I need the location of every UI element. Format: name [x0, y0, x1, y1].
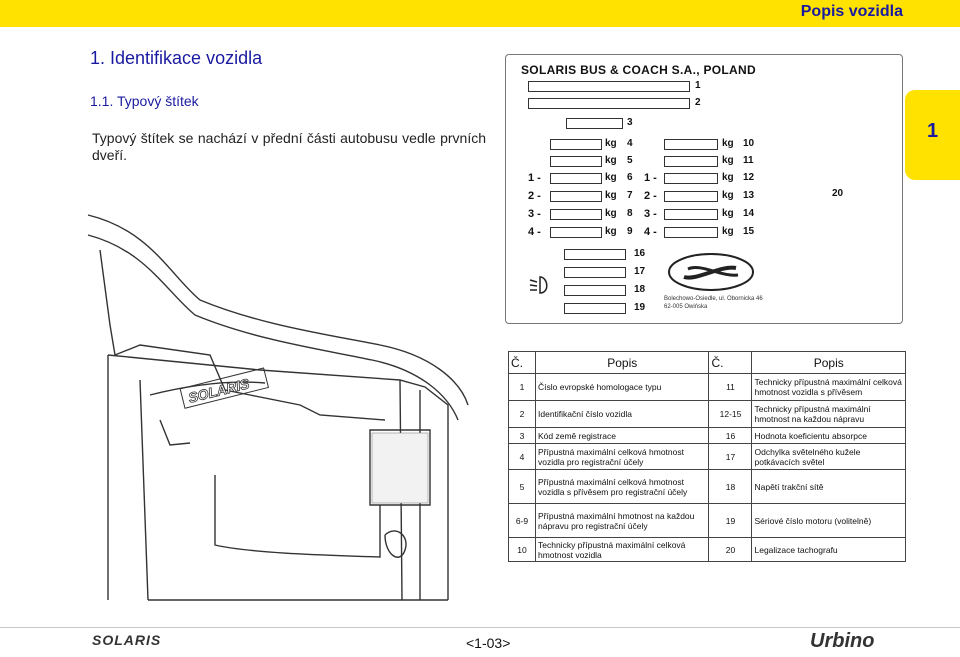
plate-field-1	[528, 81, 690, 92]
plate-field-5	[550, 156, 602, 167]
axle-prefix: 2 -	[528, 190, 541, 202]
section-heading: 1. Identifikace vozidla	[90, 48, 263, 68]
row-number: 6-9	[509, 504, 536, 538]
page-number: <1-03>	[466, 635, 511, 651]
row-description: Přípustná maximální celková hmotnost vozidla pro registrační účely	[536, 444, 709, 470]
table-row	[509, 374, 906, 401]
plate-number-8: 8	[627, 208, 633, 219]
plate-field-11	[664, 156, 718, 167]
company-logo-icon	[666, 251, 756, 293]
plate-title: SOLARIS BUS & COACH S.A., POLAND	[521, 63, 756, 77]
plate-number-13: 13	[743, 190, 755, 201]
plate-number-17: 17	[634, 266, 646, 277]
unit-label: kg	[605, 226, 617, 237]
axle-prefix: 3 -	[528, 208, 541, 220]
plate-number-10: 10	[743, 138, 755, 149]
plate-number-3: 3	[627, 117, 633, 128]
row-number: 11	[709, 374, 752, 401]
plate-number-15: 15	[743, 226, 755, 237]
plate-number-5: 5	[627, 155, 633, 166]
type-plate	[505, 54, 903, 324]
header-number-2: Č.	[709, 352, 752, 374]
plate-callout-20: 20	[832, 188, 844, 199]
row-description: Legalizace tachografu	[752, 538, 906, 562]
axle-prefix: 1 -	[644, 172, 657, 184]
plate-number-18: 18	[634, 284, 646, 295]
bus-logo	[180, 368, 268, 408]
axle-prefix: 2 -	[644, 190, 657, 202]
svg-text:SOLARIS: SOLARIS	[186, 375, 251, 406]
row-number: 19	[709, 504, 752, 538]
plate-field-16	[564, 249, 626, 260]
header-number-1: Č.	[509, 352, 536, 374]
plate-field-3	[566, 118, 623, 129]
unit-label: kg	[605, 138, 617, 149]
header-description-1: Popis	[536, 352, 709, 374]
plate-field-9	[550, 227, 602, 238]
unit-label: kg	[605, 172, 617, 183]
unit-label: kg	[722, 172, 734, 183]
row-description: Technicky přípustná maximální celková hmotnost vozidla	[536, 538, 709, 562]
table-header	[509, 352, 906, 374]
unit-label: kg	[722, 155, 734, 166]
row-number: 16	[709, 428, 752, 444]
plate-field-2	[528, 98, 690, 109]
plate-field-15	[664, 227, 718, 238]
plate-number-4: 4	[627, 138, 633, 149]
section-subheading: 1.1. Typový štítek	[90, 93, 199, 109]
row-number: 17	[709, 444, 752, 470]
table-row	[509, 538, 906, 562]
table-row	[509, 444, 906, 470]
row-description: Technicky přípustná maximální hmotnost na každou nápravu	[752, 401, 906, 428]
row-description: Hodnota koeficientu absorpce	[752, 428, 906, 444]
plate-field-14	[664, 209, 718, 220]
header-bar	[0, 0, 960, 27]
plate-field-19	[564, 303, 626, 314]
row-description: Přípustná maximální celková hmotnost vozidla s přívěsem pro registrační účely	[536, 470, 709, 504]
row-description: Identifikační číslo vozidla	[536, 401, 709, 428]
header-description-2: Popis	[752, 352, 906, 374]
row-description: Sériové číslo motoru (volitelně)	[752, 504, 906, 538]
row-number: 20	[709, 538, 752, 562]
plate-number-19: 19	[634, 302, 646, 313]
plate-number-9: 9	[627, 226, 633, 237]
plate-field-7	[550, 191, 602, 202]
footer-brand-logo: SOLARIS	[92, 632, 162, 648]
intro-text: Typový štítek se nachází v přední části autobusu vedle prvních dveří.	[92, 130, 486, 163]
bus-front-illustration	[0, 205, 500, 605]
header-title: Popis vozidla	[800, 3, 903, 20]
plate-field-10	[664, 139, 718, 150]
unit-label: kg	[605, 155, 617, 166]
row-description: Technicky přípustná maximální celková hmotnost vozidla s přívěsem	[752, 374, 906, 401]
plate-number-12: 12	[743, 172, 755, 183]
plate-field-4	[550, 139, 602, 150]
plate-field-17	[564, 267, 626, 278]
axle-prefix: 3 -	[644, 208, 657, 220]
plate-field-12	[664, 173, 718, 184]
chapter-tab	[905, 90, 960, 180]
axle-prefix: 4 -	[644, 226, 657, 238]
row-description: Odchylka světelného kužele potkávacích světel	[752, 444, 906, 470]
plate-number-14: 14	[743, 208, 755, 219]
plate-field-18	[564, 285, 626, 296]
headlight-icon	[528, 275, 552, 295]
unit-label: kg	[722, 208, 734, 219]
plate-field-8	[550, 209, 602, 220]
row-description: Číslo evropské homologace typu	[536, 374, 709, 401]
row-description: Kód země registrace	[536, 428, 709, 444]
unit-label: kg	[605, 208, 617, 219]
row-description: Přípustná maximální hmotnost na každou nápravu pro registrační účely	[536, 504, 709, 538]
row-number: 1	[509, 374, 536, 401]
row-number: 10	[509, 538, 536, 562]
row-number: 3	[509, 428, 536, 444]
plate-location-marker	[372, 433, 428, 503]
table-row	[509, 470, 906, 504]
unit-label: kg	[605, 190, 617, 201]
row-description: Napětí trakční sítě	[752, 470, 906, 504]
legend-table	[508, 351, 906, 562]
unit-label: kg	[722, 190, 734, 201]
table-row	[509, 401, 906, 428]
plate-number-1: 1	[695, 80, 701, 91]
unit-label: kg	[722, 138, 734, 149]
unit-label: kg	[722, 226, 734, 237]
row-number: 12-15	[709, 401, 752, 428]
table-row	[509, 428, 906, 444]
table-row	[509, 504, 906, 538]
plate-number-16: 16	[634, 248, 646, 259]
axle-prefix: 4 -	[528, 226, 541, 238]
plate-field-6	[550, 173, 602, 184]
plate-address: Bolechowo-Osiedle, ul. Obornicka 46 62-005 Owińska	[664, 296, 763, 310]
axle-prefix: 1 -	[528, 172, 541, 184]
footer-divider	[0, 627, 960, 628]
plate-number-7: 7	[627, 190, 633, 201]
row-number: 2	[509, 401, 536, 428]
plate-number-11: 11	[743, 155, 754, 166]
row-number: 18	[709, 470, 752, 504]
row-number: 5	[509, 470, 536, 504]
row-number: 4	[509, 444, 536, 470]
footer-model-logo: Urbino	[810, 630, 875, 652]
plate-number-2: 2	[695, 97, 701, 108]
plate-field-13	[664, 191, 718, 202]
chapter-tab-label: 1	[927, 120, 939, 142]
plate-number-6: 6	[627, 172, 633, 183]
